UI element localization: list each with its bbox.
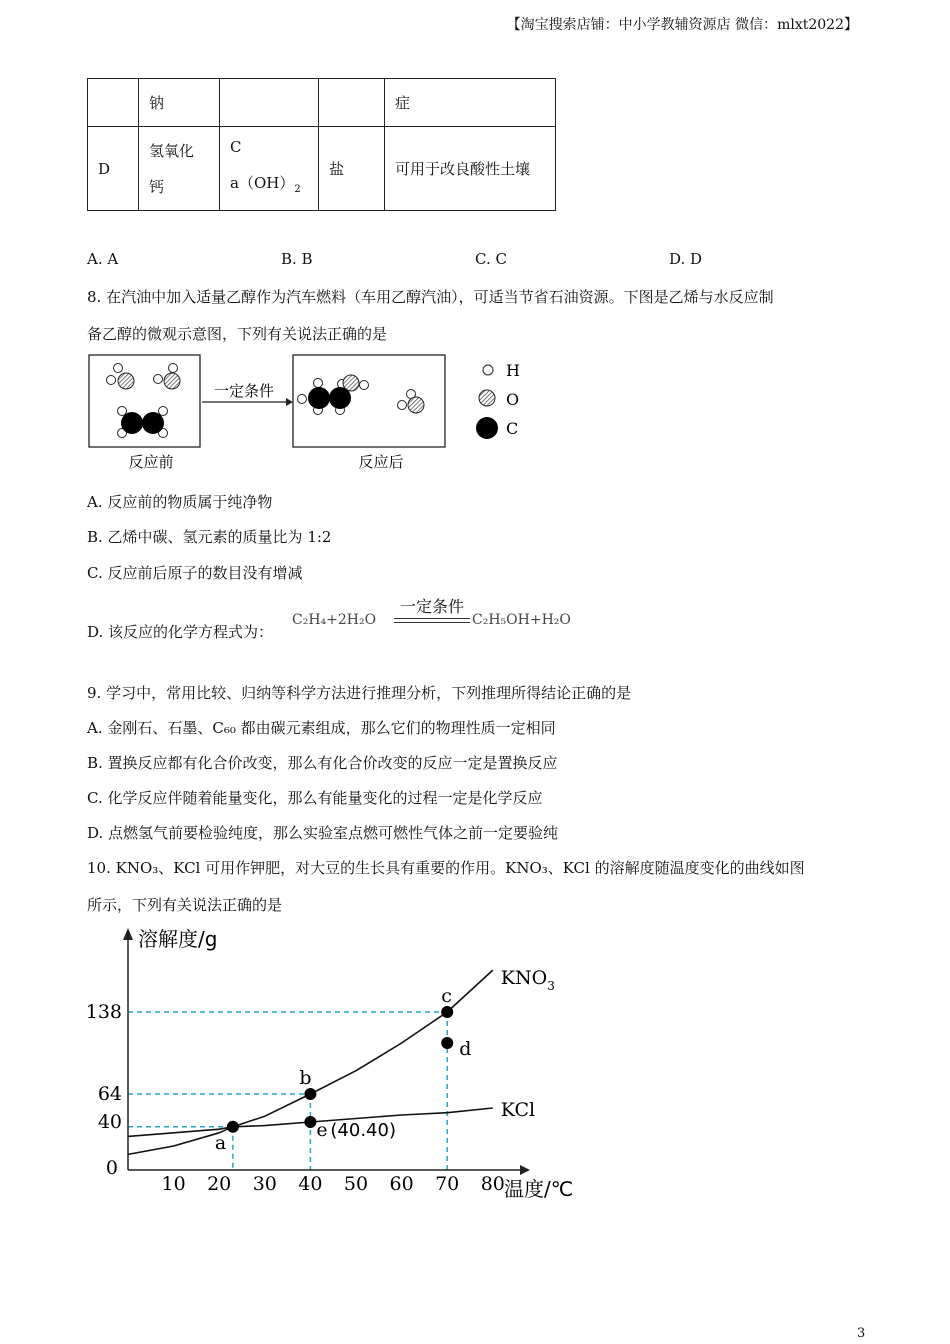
x-tick-50: 50 bbox=[343, 1173, 369, 1195]
table-cell bbox=[319, 79, 385, 127]
point-e-annotation: (40.40) bbox=[330, 1120, 396, 1141]
series-label-kcl: KCl bbox=[500, 1099, 536, 1121]
table-row bbox=[88, 127, 556, 211]
before-box bbox=[89, 355, 200, 447]
point-a bbox=[227, 1121, 239, 1133]
legend-h: H bbox=[506, 361, 520, 380]
series-label-kno3 bbox=[501, 967, 555, 993]
point-label-c: c bbox=[441, 985, 452, 1007]
q8-option-b: B. 乙烯中碳、氢元素的质量比为 1:2 bbox=[87, 528, 332, 546]
kno3-sub: 3 bbox=[547, 979, 555, 994]
q9-option-d: D. 点燃氢气前要检验纯度，那么实验室点燃可燃性气体之前一定要验纯 bbox=[87, 824, 559, 842]
q9-option-a: A. 金刚石、石墨、C₆₀ 都由碳元素组成，那么它们的物理性质一定相同 bbox=[87, 719, 556, 737]
dashed-guides bbox=[128, 1012, 447, 1170]
x-tick-10: 10 bbox=[161, 1173, 186, 1195]
name-line: 钙 bbox=[149, 177, 165, 196]
kno3-text: KNO bbox=[500, 967, 548, 990]
point-b bbox=[304, 1088, 316, 1100]
point-label-a: a bbox=[214, 1131, 227, 1154]
q8-stem-line1: 8. 在汽油中加入适量乙醇作为汽车燃料（车用乙醇汽油），可适当节省石油资源。下图是乙烯与水反应制 bbox=[87, 288, 774, 306]
page-number: 3 bbox=[857, 1326, 866, 1341]
table-cell bbox=[139, 127, 220, 211]
y-tick-40: 40 bbox=[97, 1111, 122, 1133]
q9-stem: 9. 学习中，常用比较、归纳等科学方法进行推理分析，下列推理所得结论正确的是 bbox=[87, 684, 632, 702]
option-c: C. C bbox=[475, 250, 507, 268]
equation-left: C₂H₄+2H₂O bbox=[292, 612, 377, 628]
q8-option-d: D. 该反应的化学方程式为： bbox=[87, 623, 274, 641]
reaction-diagram bbox=[86, 352, 546, 477]
legend-c-marker bbox=[476, 417, 498, 439]
condition-label: 一定条件 bbox=[213, 382, 275, 400]
q8-option-a: A. 反应前的物质属于纯净物 bbox=[87, 493, 273, 511]
x-axis-label: 温度/℃ bbox=[504, 1177, 574, 1201]
legend-o-marker bbox=[479, 390, 495, 406]
x-tick-30: 30 bbox=[252, 1173, 277, 1195]
solubility-chart bbox=[80, 922, 600, 1212]
x-axis-arrow bbox=[520, 1165, 530, 1175]
formula-text: a（OH） bbox=[230, 174, 295, 192]
table-row bbox=[88, 79, 556, 127]
before-label: 反应前 bbox=[128, 453, 174, 471]
q9-option-b: B. 置换反应都有化合价改变，那么有化合价改变的反应一定是置换反应 bbox=[87, 754, 558, 772]
name-line: 氢氧化 bbox=[149, 141, 195, 160]
q10-stem-line1: 10. KNO₃、KCl 可用作钾肥，对大豆的生长具有重要的作用。KNO₃、KCl 的溶解度随温度变化的曲线如图 bbox=[87, 859, 805, 877]
table-cell bbox=[220, 79, 319, 127]
table-cell bbox=[88, 79, 139, 127]
point-label-d: d bbox=[459, 1038, 472, 1061]
y-tick-0: 0 bbox=[105, 1157, 118, 1179]
legend bbox=[476, 361, 520, 439]
q9-option-c: C. 化学反应伴随着能量变化，那么有能量变化的过程一定是化学反应 bbox=[87, 789, 543, 807]
y-axis-label: 溶解度/g bbox=[138, 927, 218, 951]
option-b: B. B bbox=[281, 250, 313, 268]
x-tick-80: 80 bbox=[480, 1173, 505, 1195]
arrow-head bbox=[286, 398, 293, 406]
equation-condition: 一定条件 bbox=[399, 597, 464, 616]
table-cell: 盐 bbox=[319, 127, 385, 211]
y-tick-138: 138 bbox=[85, 1001, 122, 1023]
x-tick-60: 60 bbox=[389, 1173, 414, 1195]
y-tick-labels bbox=[86, 1001, 122, 1179]
table-cell: D bbox=[88, 127, 139, 211]
q8-stem-line2: 备乙醇的微观示意图，下列有关说法正确的是 bbox=[87, 325, 388, 343]
option-a: A. A bbox=[87, 250, 119, 268]
equation-right: C₂H₅OH+H₂O bbox=[472, 612, 571, 628]
equation-equals bbox=[394, 618, 470, 623]
page-header: 【淘宝搜索店铺：中小学教辅资源店 微信：mlxt2022】 bbox=[506, 17, 858, 33]
point-c bbox=[441, 1006, 453, 1018]
legend-c: C bbox=[506, 419, 519, 438]
option-d: D. D bbox=[669, 250, 703, 268]
legend-o: O bbox=[506, 390, 520, 409]
point-d bbox=[441, 1037, 453, 1049]
x-tick-20: 20 bbox=[207, 1173, 232, 1195]
q10-stem-line2: 所示，下列有关说法正确的是 bbox=[87, 896, 283, 914]
table-cell: 可用于改良酸性土壤 bbox=[385, 127, 556, 211]
table-cell: 钠 bbox=[139, 79, 220, 127]
answer-table bbox=[87, 78, 556, 211]
point-e bbox=[304, 1116, 316, 1128]
point-label-e: e bbox=[316, 1119, 328, 1141]
x-tick-70: 70 bbox=[435, 1173, 460, 1195]
chemical-equation bbox=[292, 594, 592, 634]
after-label: 反应后 bbox=[358, 453, 404, 471]
table-cell bbox=[220, 127, 319, 211]
formula-line bbox=[230, 165, 308, 208]
x-tick-labels bbox=[162, 1173, 505, 1195]
q8-option-c: C. 反应前后原子的数目没有增减 bbox=[87, 564, 303, 582]
point-label-b: b bbox=[299, 1067, 312, 1089]
y-axis-arrow bbox=[123, 928, 133, 940]
x-tick-40: 40 bbox=[298, 1173, 323, 1195]
table-cell: 症 bbox=[385, 79, 556, 127]
y-tick-64: 64 bbox=[97, 1083, 122, 1105]
legend-h-marker bbox=[483, 365, 493, 375]
formula-sub: 2 bbox=[294, 184, 301, 195]
formula-line: C bbox=[230, 138, 242, 156]
